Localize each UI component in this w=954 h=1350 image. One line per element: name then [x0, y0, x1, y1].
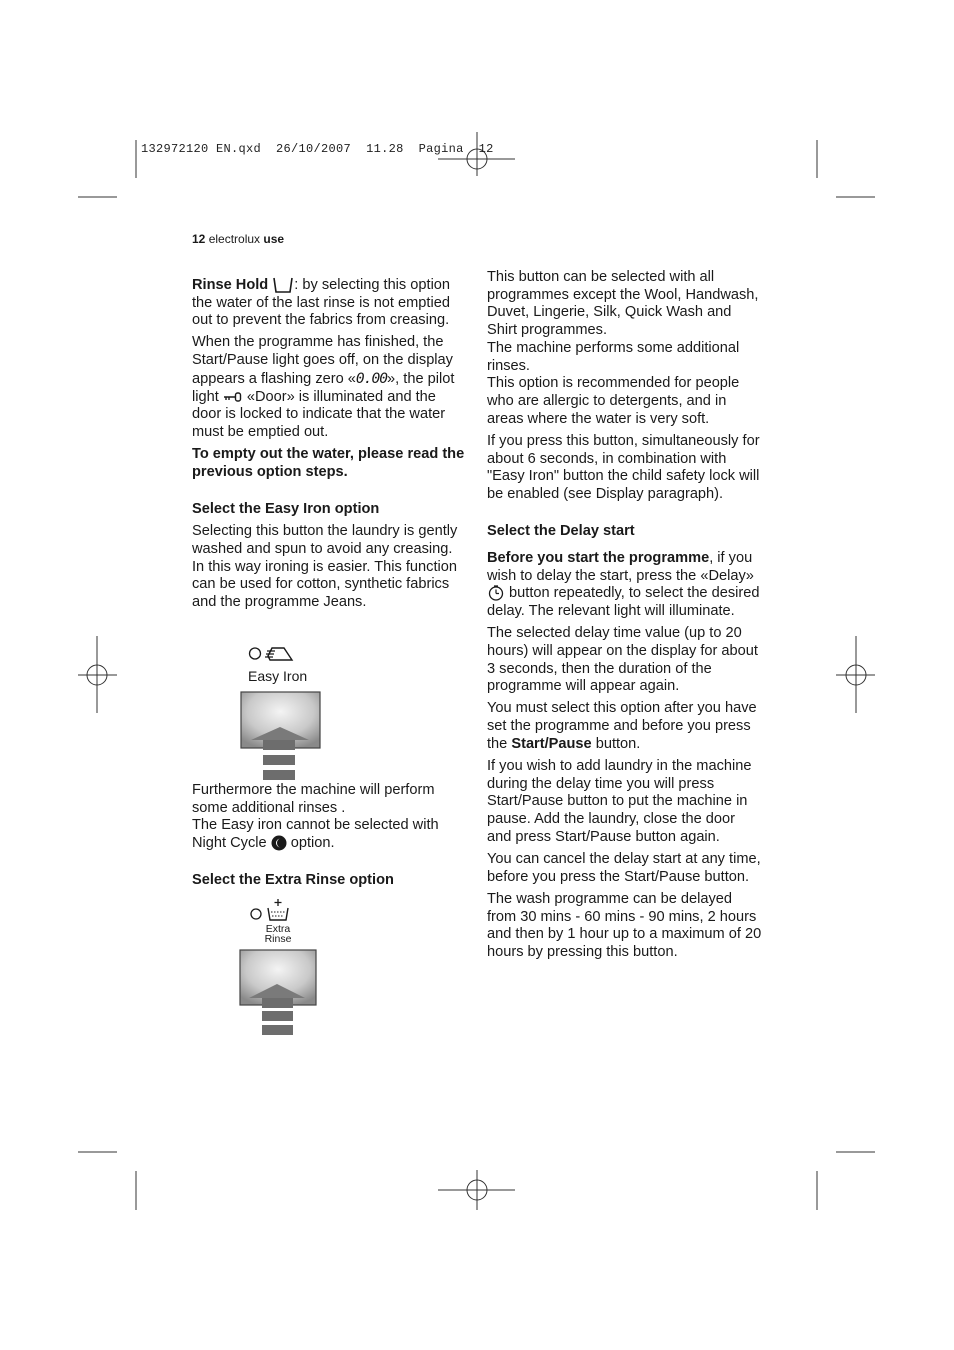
delay-order-text: You must select this option after you have set the programme and before you press the Start/Pause button. — [487, 700, 757, 752]
cannot-select-text: The Easy iron cannot be selected with Night Cycle option. — [192, 817, 439, 852]
finished-paragraph: When the programme has finished, the Start/Pause light goes off, on the display appears a flashing zero «0.00», the pilot light «Door» is illuminated and the door is locked to indicate that the water must be emptied out. — [192, 334, 455, 440]
delay-instructions: Before you start the programme, if you wish to delay the start, press the «Delay» button repeatedly, to select the desired delay. The relevant light will illuminate. — [487, 549, 760, 619]
rinse-hold-title: Rinse Hold — [192, 276, 269, 293]
page-number: 12 — [192, 232, 206, 246]
allergy-text: This option is recommended for people who are allergic to detergents, and in areas where the water is very soft. — [487, 375, 740, 427]
tub-plus-icon — [248, 898, 293, 922]
right-column — [487, 269, 763, 966]
child-lock-text: If you press this button, simultaneously for about 6 seconds, in combination with "Easy Iron" button the child safety lock will be enabled (see Display paragraph). — [487, 432, 760, 502]
additional-rinses-text: The machine performs some additional rinses. — [487, 339, 740, 374]
rinse-hold-paragraph: Rinse Hold : by selecting this option the water of the last rinse is not emptied out to prevent the fabrics from creasing. — [192, 276, 451, 329]
delay-start-heading: Select the Delay start — [487, 523, 635, 540]
brand-name: electrolux — [208, 232, 261, 246]
easy-iron-heading: Select the Easy Iron option — [192, 501, 380, 518]
extra-rinse-heading: Select the Extra Rinse option — [192, 872, 394, 889]
print-slug: 132972120 EN.qxd 26/10/2007 11.28 Pagina 12 — [141, 142, 494, 156]
delay-range-text: The wash programme can be delayed from 30 mins - 60 mins - 90 mins, 2 hours and then by 1 hour up to a maximum of 20 hours by pressing this button. — [487, 891, 762, 961]
cancel-delay-text: You can cancel the delay start at any time, before you press the Start/Pause button. — [487, 851, 761, 885]
easy-iron-paragraph: Selecting this button the laundry is gently washed and spun to avoid any creasing. In this way ironing is easier. This function can be used for cotton, synthetic fabrics and the programme Jeans. — [192, 523, 458, 611]
left-column — [192, 276, 467, 616]
key-lock-icon — [223, 391, 243, 403]
moon-icon — [271, 835, 287, 851]
furthermore-text: Furthermore the machine will perform some additional rinses . — [192, 782, 435, 816]
clock-icon — [487, 585, 505, 601]
extra-rinse-button — [237, 948, 319, 1038]
left-column-lower — [192, 782, 467, 895]
extra-rinse-label: Extra Rinse — [264, 923, 292, 945]
add-laundry-text: If you wish to add laundry in the machine during the delay time you will press Start/Pause button to put the machine in pause. Add the laundry, close the door and press Start/Pause button again. — [487, 758, 752, 845]
display-zero: 0.00 — [355, 369, 388, 387]
easy-iron-button — [238, 690, 324, 784]
compatibility-text: This button can be selected with all programmes except the Wool, Handwash, Duvet, Lingerie, Silk, Quick Wash and Shirt programmes. — [487, 269, 759, 339]
delay-display-text: The selected delay time value (up to 20 hours) will appear on the display for about 3 seconds, then the duration of the programme will appear again. — [487, 625, 758, 695]
section-name: use — [263, 232, 285, 246]
running-header — [192, 232, 284, 246]
easy-iron-label: Easy Iron — [248, 668, 308, 684]
iron-icon — [245, 644, 305, 664]
empty-water-note: To empty out the water, please read the previous option steps. — [192, 446, 465, 480]
tub-icon — [272, 276, 294, 294]
